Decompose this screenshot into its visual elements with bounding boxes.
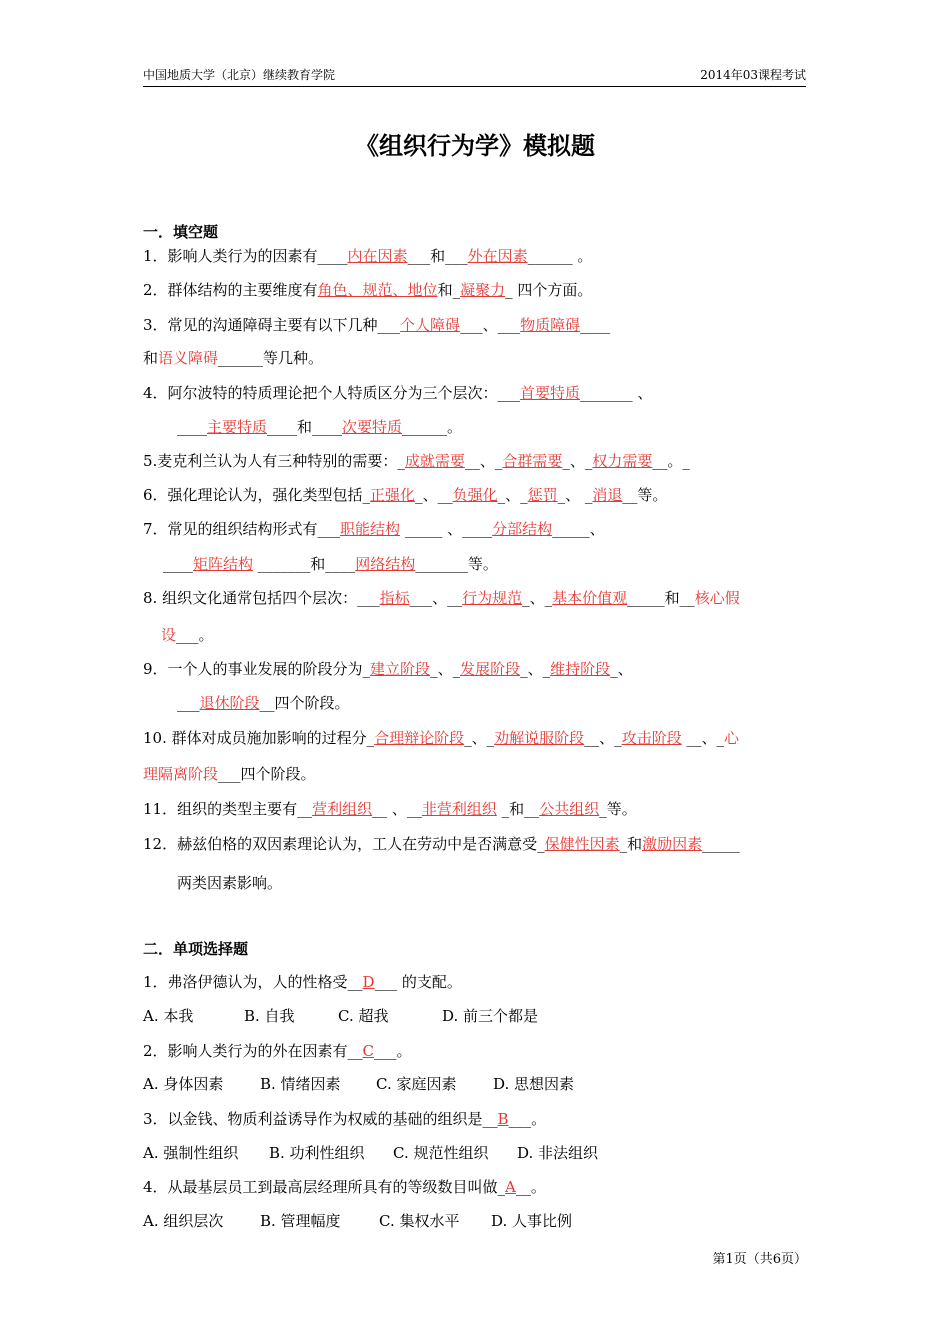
question-1-2: 2．群体结构的主要维度有角色、规范、地位和_凝聚力_ 四个方面。 (143, 281, 593, 299)
question-2-2: 2．影响人类行为的外在因素有__C___。 (143, 1042, 412, 1060)
question-1-10: 10. 群体对成员施加影响的过程分_合理辩论阶段_、_劝解说服阶段__、_攻击阶段 __、_心 (143, 729, 739, 747)
option-b: B. 管理幅度 (260, 1212, 341, 1230)
page-header (143, 64, 806, 87)
question-1-11: 11．组织的类型主要有__营利组织__ 、__非营利组织 _和__公共组织_等。 (143, 800, 637, 818)
question-1-8-cont: 设___。 (161, 626, 214, 644)
page-number-footer: 第1页（共6页） (712, 1252, 807, 1267)
question-2-3: 3．以金钱、物质利益诱导作为权威的基础的组织是__B___。 (143, 1110, 547, 1128)
question-1-10-cont: 理隔离阶段___四个阶段。 (143, 765, 316, 783)
question-1-1: 1．影响人类行为的因素有____内在因素___和___外在因素______ 。 (143, 247, 593, 265)
option-d: D. 非法组织 (517, 1144, 599, 1162)
header-institution: 中国地质大学（北京）继续教育学院 (143, 68, 336, 82)
question-1-9: 9．一个人的事业发展的阶段分为_建立阶段_、_发展阶段_、_维持阶段_、 (143, 660, 633, 678)
option-a: A. 组织层次 (143, 1212, 224, 1230)
question-1-12: 12．赫兹伯格的双因素理论认为，工人在劳动中是否满意受_保健性因素_和激励因素_____ (143, 835, 740, 853)
question-1-12-cont: 两类因素影响。 (177, 874, 283, 892)
question-1-7: 7．常见的组织结构形式有___职能结构 _____ 、____分部结构_____、 (143, 520, 605, 538)
question-1-6: 6．强化理论认为，强化类型包括_正强化_、__负强化_、_惩罚_、 _消退__等。 (143, 486, 668, 504)
question-2-4: 4．从最基层员工到最高层经理所具有的等级数目叫做_A__。 (143, 1178, 546, 1196)
option-a: A. 本我 (143, 1007, 194, 1025)
question-1-3: 3．常见的沟通障碍主要有以下几种___个人障碍___、___物质障碍____ (143, 316, 611, 334)
option-d: D. 人事比例 (491, 1212, 573, 1230)
option-b: B. 功利性组织 (269, 1144, 365, 1162)
question-1-7-cont: ____矩阵结构 _______和____网络结构_______等。 (163, 555, 498, 573)
option-b: B. 自我 (244, 1007, 295, 1025)
question-1-9-cont: ___退休阶段__四个阶段。 (177, 694, 350, 712)
section-single-choice-title: 二．单项选择题 (143, 940, 249, 958)
question-1-4-cont: ____主要特质____和____次要特质______。 (177, 418, 463, 436)
option-c: C. 超我 (338, 1007, 389, 1025)
question-1-3-cont: 和语义障碍______等几种。 (143, 349, 324, 367)
question-1-8: 8. 组织文化通常包括四个层次：___指标___、__行为规范_、_基本价值观_____和__核心假 (143, 589, 740, 607)
option-d: D. 前三个都是 (442, 1007, 539, 1025)
option-c: C. 家庭因素 (376, 1075, 457, 1093)
header-exam-date: 2014年03课程考试 (700, 68, 806, 82)
option-d: D. 思想因素 (493, 1075, 575, 1093)
option-a: A. 强制性组织 (143, 1144, 239, 1162)
section-fill-in-title: 一．填空题 (143, 223, 219, 241)
option-c: C. 集权水平 (379, 1212, 460, 1230)
option-a: A. 身体因素 (143, 1075, 224, 1093)
page-title: 《组织行为学》模拟题 (355, 131, 595, 160)
question-2-1: 1．弗洛伊德认为，人的性格受__D___ 的支配。 (143, 973, 462, 991)
option-b: B. 情绪因素 (260, 1075, 341, 1093)
option-c: C. 规范性组织 (393, 1144, 489, 1162)
question-1-5: 5.麦克利兰认为人有三种特别的需要：_成就需要__、_合群需要_、_权力需要__。_ (143, 452, 690, 470)
question-1-4: 4．阿尔波特的特质理论把个人特质区分为三个层次：___首要特质_______ 、 (143, 384, 653, 402)
